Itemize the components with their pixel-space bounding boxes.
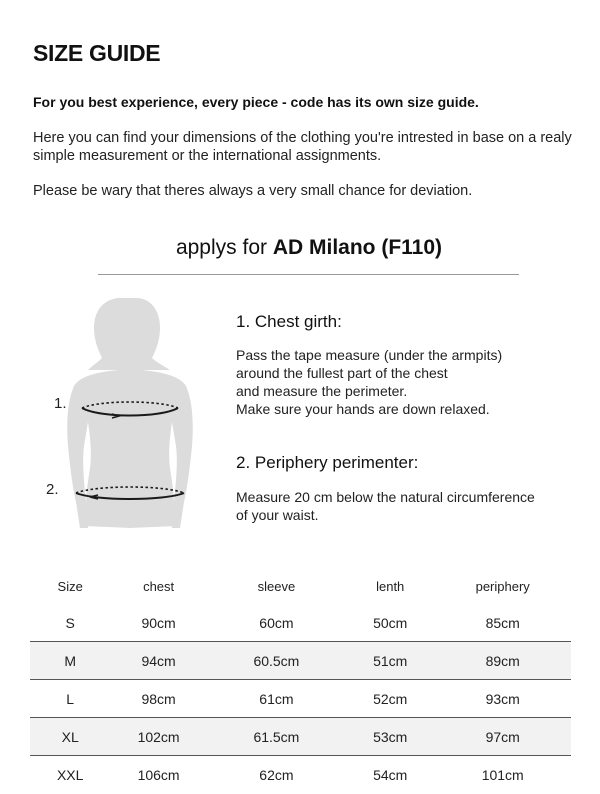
table-cell: 61.5cm xyxy=(207,718,346,756)
table-cell: XXL xyxy=(56,766,84,783)
table-cell: 94cm xyxy=(110,642,206,680)
size-table xyxy=(30,568,571,793)
table-cell: 98cm xyxy=(141,690,176,707)
table-row xyxy=(30,642,571,680)
body-silhouette-figure xyxy=(40,296,220,536)
table-cell: 51cm xyxy=(346,642,434,680)
intro-paragraph: Here you can find your dimensions of the clothing you're intrested in base on a realy simple measurement or the international assignments. xyxy=(33,130,572,164)
column-header-periphery: periphery xyxy=(475,578,530,594)
periphery-instructions xyxy=(236,488,576,524)
table-cell: 54cm xyxy=(373,766,408,783)
table-row xyxy=(30,718,571,756)
table-cell: 90cm xyxy=(141,614,176,631)
table-cell: XL xyxy=(30,718,110,756)
silhouette-icon xyxy=(67,298,193,528)
table-cell: 62cm xyxy=(259,766,294,783)
instruction-line: of your waist. xyxy=(236,507,319,523)
table-cell: 53cm xyxy=(346,718,434,756)
table-cell: 89cm xyxy=(434,642,571,680)
instruction-line: Measure 20 cm below the natural circumference xyxy=(236,489,535,505)
chest-girth-heading: 1. Chest girth: xyxy=(236,312,342,331)
instruction-line: around the fullest part of the chest xyxy=(236,365,448,381)
table-cell: 106cm xyxy=(137,766,180,783)
column-header-chest: chest xyxy=(143,578,175,594)
table-cell: 97cm xyxy=(434,718,571,756)
instruction-line: and measure the perimeter. xyxy=(236,383,408,399)
table-cell: 85cm xyxy=(485,614,520,631)
instruction-line: Make sure your hands are down relaxed. xyxy=(236,401,490,417)
periphery-heading: 2. Periphery perimenter: xyxy=(236,453,419,472)
column-header-sleeve: sleeve xyxy=(257,578,296,594)
table-cell: M xyxy=(30,642,110,680)
table-row xyxy=(30,756,571,794)
applies-heading xyxy=(0,236,600,260)
page-title: SIZE GUIDE xyxy=(33,40,161,66)
column-header-length: lenth xyxy=(376,578,405,594)
table-cell: 93cm xyxy=(485,690,520,707)
figure-step-2-label: 2. xyxy=(46,481,59,498)
table-cell: 50cm xyxy=(373,614,408,631)
table-cell: 101cm xyxy=(481,766,524,783)
divider xyxy=(98,274,519,275)
table-cell: 52cm xyxy=(373,690,408,707)
table-cell: S xyxy=(65,614,75,631)
instruction-line: Pass the tape measure (under the armpits) xyxy=(236,347,503,363)
table-cell: 102cm xyxy=(110,718,206,756)
table-row xyxy=(30,604,571,642)
table-cell: L xyxy=(66,690,75,707)
table-cell: 60.5cm xyxy=(207,642,346,680)
table-row xyxy=(30,680,571,718)
table-header-row xyxy=(30,568,571,604)
table-cell: 60cm xyxy=(259,614,294,631)
deviation-note: Please be wary that theres always a very small chance for deviation. xyxy=(33,183,473,199)
column-header-size: Size xyxy=(57,578,83,594)
product-name: AD Milano (F110) xyxy=(272,236,443,259)
table-cell: 61cm xyxy=(259,690,294,707)
applies-prefix: applys for xyxy=(175,236,273,259)
figure-step-1-label: 1. xyxy=(54,395,67,412)
lead-text: For you best experience, every piece - code has its own size guide. xyxy=(33,94,479,110)
chest-girth-instructions xyxy=(236,346,576,418)
